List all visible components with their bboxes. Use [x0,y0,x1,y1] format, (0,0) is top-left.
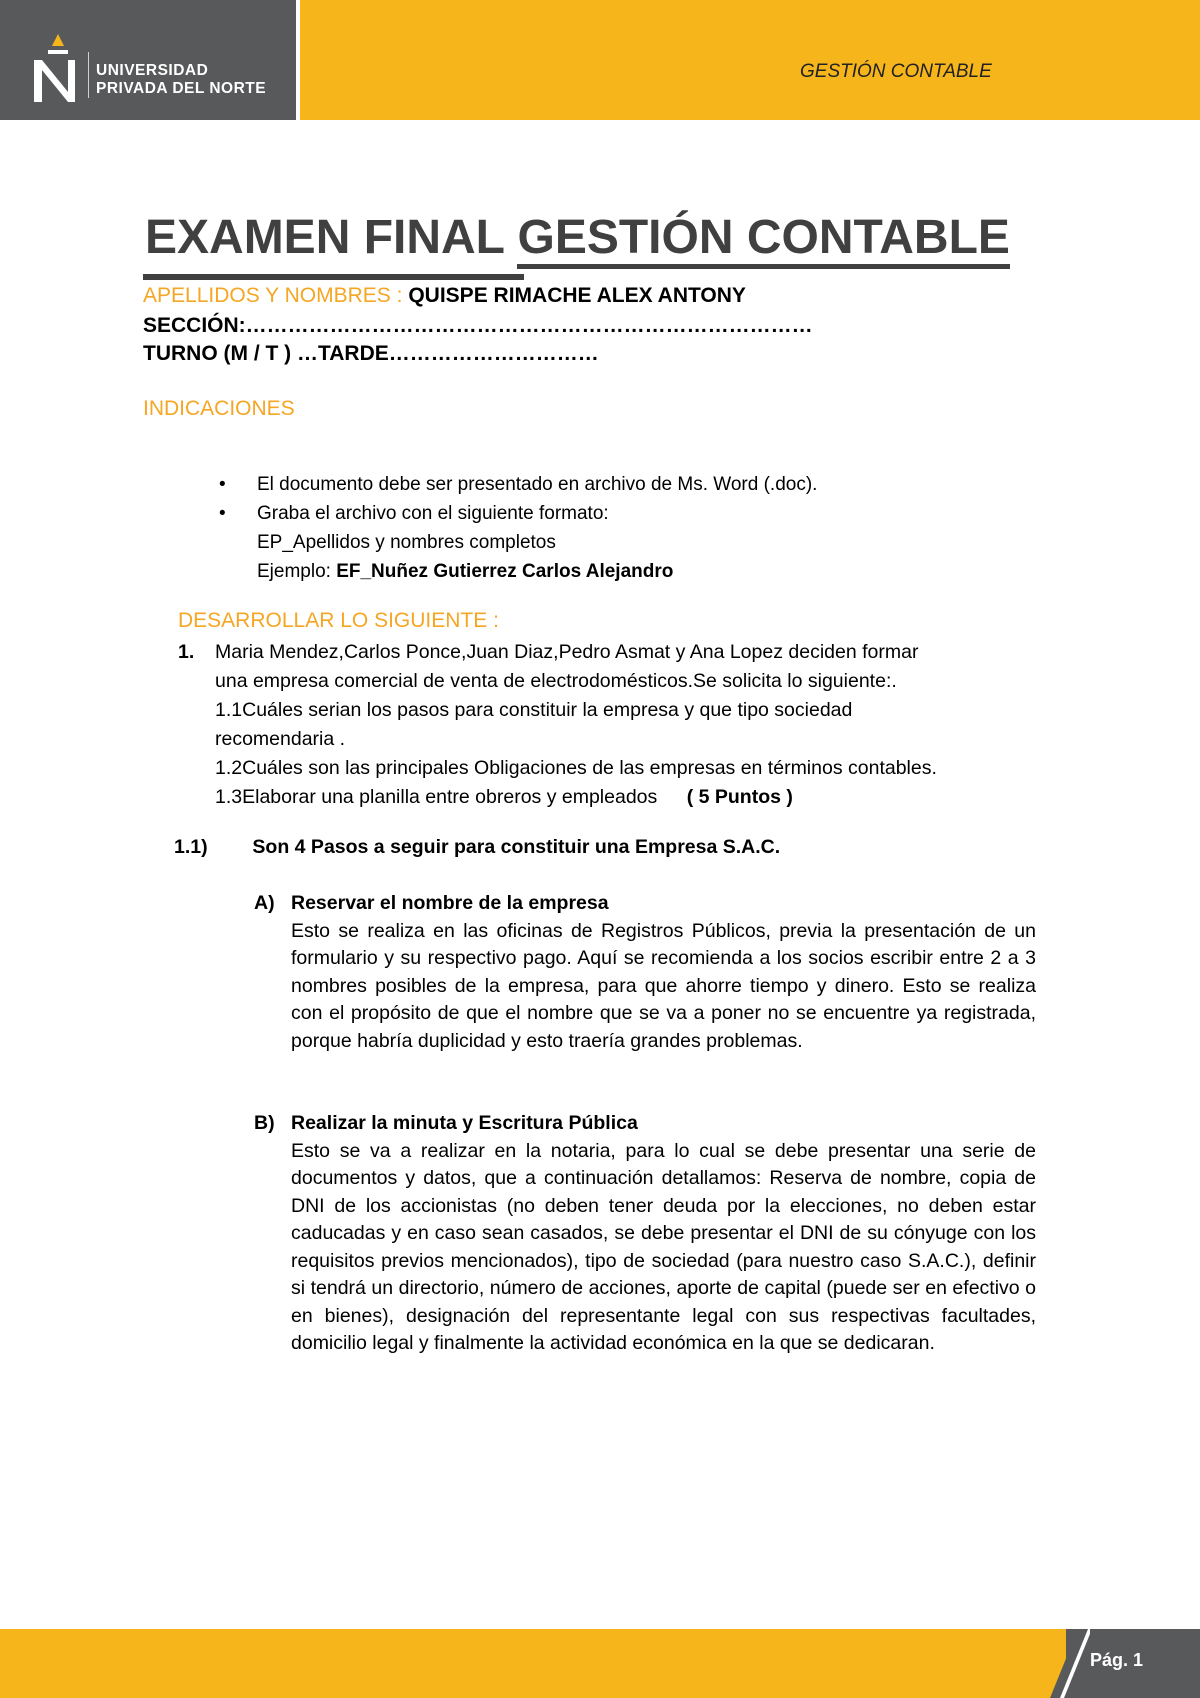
question-1 [178,638,1058,812]
student-name-line [143,284,746,308]
name-value: QUISPE RIMACHE ALEX ANTONY [408,284,746,307]
indicacion-2-example [257,557,817,586]
footer-slash-divider [1050,1629,1090,1698]
indicaciones-heading: INDICACIONES [143,397,295,420]
university-logo-icon [28,34,88,104]
question-line-5: 1.2Cuáles son las principales Obligaciones de las empresas en términos contables. [215,757,937,779]
header-doc-label: GESTIÓN CONTABLE [800,61,992,82]
step-a-text: Esto se realiza en las oficinas de Registros Públicos, previa la presentación de un formulario y su respectivo pago. Aquí se recomienda a los socios escribir entre 2 a 3 nombres posibles de la empresa, para que ahorre tiempo y dinero. Esto se realiza con el propósito de que el nombre que se va a poner no se encuentre ya registrada, porque habría duplicidad y esto traería grandes problemas. [291,919,1036,1052]
bullet: • [219,503,226,524]
name-label: APELLIDOS Y NOMBRES : [143,284,403,307]
logo-divider [88,52,89,98]
turno-line: TURNO (M / T ) …TARDE………………………… [143,342,599,365]
question-points: ( 5 Puntos ) [686,786,793,808]
title-part-2: GESTIÓN CONTABLE [517,211,1009,269]
header-band [300,0,1200,120]
section-line: SECCIÓN:……………………………………………………………………… [143,314,813,337]
answer-label: 1.1) [174,836,208,858]
step-a-letter: A) [254,892,275,914]
step-b-letter: B) [254,1112,275,1134]
question-line-6 [215,783,1058,812]
indicacion-2-line-2: EP_Apellidos y nombres completos [257,532,556,553]
desarrollar-heading: DESARROLLAR LO SIGUIENTE : [178,609,499,632]
indicacion-2-line-1: Graba el archivo con el siguiente formato: [257,503,609,524]
title-underline-bar [143,274,524,280]
bullet: • [219,474,226,495]
question-number: 1. [178,641,195,663]
indicacion-1: El documento debe ser presentado en archivo de Ms. Word (.doc). [257,474,818,495]
step-b [254,1110,1036,1358]
question-line-3: 1.1Cuáles serian los pasos para constituir la empresa y que tipo sociedad [215,699,853,721]
logo-line-2: PRIVADA DEL NORTE [96,80,267,97]
indicaciones-list [215,470,817,586]
example-label: Ejemplo: [257,561,331,582]
step-a-title: Reservar el nombre de la empresa [291,892,609,914]
answer-heading [174,836,780,859]
answer-title: Son 4 Pasos a seguir para constituir una Empresa S.A.C. [252,836,781,858]
list-item [215,470,817,499]
list-item [215,499,817,586]
example-value: EF_Nuñez Gutierrez Carlos Alejandro [336,561,674,582]
question-line-4: recomendaria . [215,728,346,750]
footer-band [0,1629,1200,1698]
question-line-2: una empresa comercial de venta de electrodomésticos.Se solicita lo siguiente:. [215,670,897,692]
logo-line-1: UNIVERSIDAD [96,62,209,79]
university-name [96,62,266,98]
page-number: Pág. 1 [1090,1650,1144,1670]
step-b-text: Esto se va a realizar en la notaria, para lo cual se debe presentar una serie de documentos y datos, que a continuación detallamos: Reserva de nombre, copia de DNI de los accionistas (no deben tener deuda por la elecciones, no deben estar caducadas y en caso sean casados, se debe presentar el DNI de su cónyuge con los requisitos previos mencionados), tipo de sociedad (para nuestro caso S.A.C.), definir si tendrá un directorio, número de acciones, aporte de capital (puede ser en efectivo o en bienes), designación del representante legal con sus respectivas facultades, domicilio legal y finalmente la actividad económica en la que se dedicaran. [291,1139,1036,1354]
title-part-1: EXAMEN FINAL [145,211,505,264]
page-title [145,208,1010,268]
step-b-title: Realizar la minuta y Escritura Pública [291,1112,638,1134]
question-line-6-text: 1.3Elaborar una planilla entre obreros y empleados [215,786,658,808]
question-line-1: Maria Mendez,Carlos Ponce,Juan Diaz,Pedro Asmat y Ana Lopez deciden formar [215,641,919,663]
step-a [254,890,1036,1055]
